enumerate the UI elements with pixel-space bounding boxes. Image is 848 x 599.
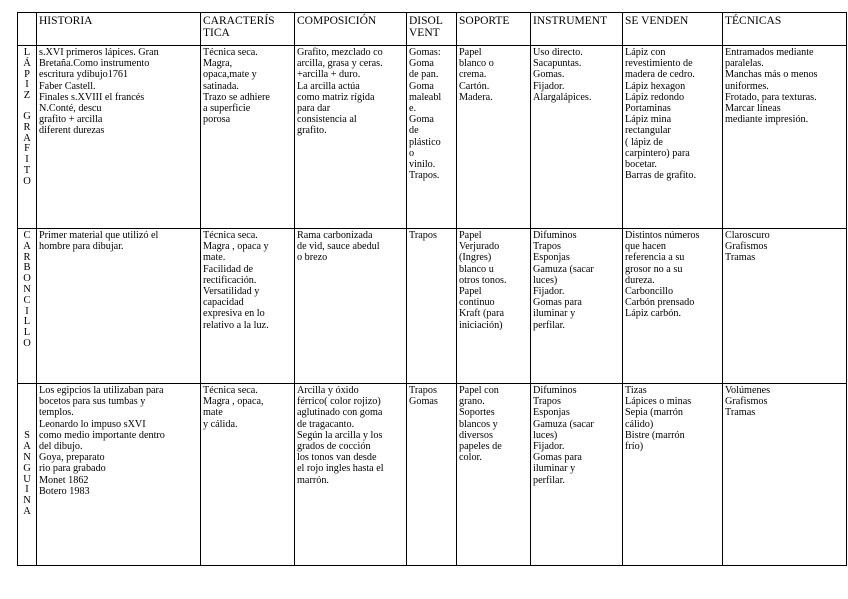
cell-line: blanco u [459, 263, 494, 275]
techniques-table [17, 12, 847, 566]
cell-line: Grafismos [725, 396, 768, 408]
cell-line: N.Conté, descu [39, 103, 102, 115]
cell-line: Goya, preparato [39, 452, 105, 464]
cell-line: Gomas [409, 396, 438, 408]
cell-line: plástico [409, 136, 441, 148]
row-label [18, 384, 37, 566]
label-letter: A [23, 441, 31, 453]
cell-line: Magra, [203, 58, 233, 70]
cell-line: de vid, sauce abedul [297, 241, 380, 253]
cell-line: Cartón. [459, 80, 490, 92]
cell-line: Trapos [533, 241, 561, 253]
cell-line: aglutinado con goma [297, 407, 383, 419]
cell-line: de tragacanto. [297, 418, 355, 430]
cell-line: mate [203, 407, 223, 419]
cell-soporte [457, 384, 531, 566]
cell-line: rio para grabado [39, 463, 106, 475]
cell-line: mediante impresión. [725, 114, 809, 126]
cell-line: Técnica seca. [203, 47, 258, 58]
cell-tecnicas [723, 46, 847, 229]
cell-line: grafito + arcilla [39, 114, 103, 126]
cell-line: Frotado, para texturas. [725, 91, 817, 103]
cell-line: Marcar líneas [725, 103, 781, 115]
label-letter: S [24, 430, 30, 442]
cell-line: Tizas [625, 385, 647, 396]
cell-line: Gamuza (sacar [533, 263, 594, 275]
cell-line: Portaminas [625, 103, 671, 115]
label-letter: I [25, 79, 29, 91]
label-letter: G [23, 462, 31, 474]
cell-disolvente [407, 384, 457, 566]
cell-line: continuo [459, 297, 495, 309]
cell-line: de [409, 125, 419, 137]
cell-line: Goma [409, 114, 434, 126]
label-letter: A [23, 240, 31, 252]
cell-line: Lápiz carbón. [625, 308, 682, 320]
cell-caracteristica [201, 46, 295, 229]
cell-line: dureza. [625, 274, 655, 286]
cell-line: Técnica seca. [203, 385, 258, 396]
cell-line: perfilar. [533, 319, 565, 331]
cell-line: a superficie [203, 103, 251, 115]
cell-line: luces) [533, 429, 558, 441]
cell-line: ( lápiz de [625, 136, 663, 148]
cell-line: Trapos [409, 385, 437, 396]
label-letter: B [23, 262, 31, 274]
label-letter: I [25, 484, 29, 496]
cell-line: Sepia (marrón [625, 407, 683, 419]
cell-line: o [409, 147, 415, 159]
cell-line: Manchas más o menos [725, 69, 818, 81]
label-letter: N [23, 495, 31, 507]
label-letter: I [25, 154, 29, 166]
cell-line: Uso directo. [533, 47, 583, 58]
cell-line: +arcilla + duro. [297, 69, 361, 81]
header-disolvente: DISOL VENT [407, 13, 457, 46]
cell-line: Versatilidad y [203, 286, 260, 298]
table-row [18, 46, 847, 229]
cell-line: Verjurado [459, 241, 500, 253]
cell-line: Trapos [409, 230, 437, 241]
cell-line: Papel [459, 286, 482, 298]
cell-line: Grafismos [725, 241, 768, 253]
cell-line: diferent durezas [39, 125, 105, 137]
label-letter: N [23, 283, 31, 295]
header-tecnicas: TÉCNICAS [723, 13, 847, 46]
cell-line: Lápiz con [625, 47, 666, 58]
cell-line: férrico( color rojizo) [297, 396, 381, 408]
cell-line: Tramas [725, 252, 756, 264]
cell-line: grano. [459, 396, 485, 408]
label-letter: Z [23, 90, 31, 102]
cell-line: hombre para dibujar. [39, 241, 124, 253]
cell-line: color. [459, 452, 482, 464]
label-letter: R [23, 121, 31, 133]
cell-line: consistencia al [297, 114, 357, 126]
cell-line: Leonardo lo impuso sXVI [39, 418, 146, 430]
cell-line: Gomas: [409, 47, 441, 58]
cell-composicion [295, 229, 407, 384]
label-letter: L [23, 316, 31, 328]
cell-composicion [295, 384, 407, 566]
header-se-venden: SE VENDEN [623, 13, 723, 46]
cell-caracteristica [201, 384, 295, 566]
cell-line: carpintero) para [625, 147, 690, 159]
cell-line: Alargalápices. [533, 91, 592, 103]
cell-soporte [457, 229, 531, 384]
cell-se-venden [623, 229, 723, 384]
cell-line: Trapos [533, 396, 561, 408]
cell-line: Botero 1983 [39, 485, 90, 497]
cell-line: Carboncillo [625, 286, 674, 298]
cell-line: templos. [39, 407, 74, 419]
cell-line: que hacen [625, 241, 667, 253]
cell-historia [37, 46, 201, 229]
cell-line: Primer material que utilizó el [39, 230, 159, 241]
label-letter: P [24, 68, 30, 80]
cell-line: satinada. [203, 80, 239, 92]
cell-line: Goma [409, 80, 434, 92]
cell-line: Monet 1862 [39, 474, 89, 486]
cell-instrumento [531, 384, 623, 566]
header-instrumento: INSTRUMENT [531, 13, 623, 46]
cell-line: grados de cocción [297, 441, 371, 453]
cell-disolvente [407, 46, 457, 229]
row-label-top [18, 48, 36, 102]
cell-se-venden [623, 46, 723, 229]
label-letter: O [23, 175, 31, 187]
cell-line: (Ingres) [459, 252, 492, 264]
cell-line: los tonos van desde [297, 452, 377, 464]
label-letter: N [23, 451, 31, 463]
cell-line: Distintos números [625, 230, 700, 241]
header-composicion: COMPOSICIÓN [295, 13, 407, 46]
cell-line: relativo a la luz. [203, 319, 269, 331]
cell-line: Trapos. [409, 170, 440, 182]
cell-line: arcilla, grasa y ceras. [297, 58, 383, 70]
cell-line: diversos [459, 429, 493, 441]
header-caracteristica: CARACTERÍS TICA [201, 13, 295, 46]
cell-composicion [295, 46, 407, 229]
cell-line: paralelas. [725, 58, 764, 70]
label-letter: R [23, 251, 31, 263]
cell-line: Lápiz mina [625, 114, 672, 126]
label-letter: L [23, 47, 31, 58]
row-label [18, 229, 37, 384]
cell-line: Bistre (marrón [625, 429, 685, 441]
cell-line: iluminar y [533, 463, 576, 475]
cell-line: capacidad [203, 297, 244, 309]
cell-line: La arcilla actúa [297, 80, 360, 92]
cell-line: bocetar. [625, 159, 657, 171]
cell-line: Esponjas [533, 252, 570, 264]
cell-line: cálido) [625, 418, 654, 430]
label-letter: A [23, 132, 31, 144]
cell-line: como medio importante dentro [39, 429, 165, 441]
cell-line: Gomas para [533, 452, 582, 464]
cell-line: Técnica seca. [203, 230, 258, 241]
cell-instrumento [531, 229, 623, 384]
cell-line: Según la arcilla y los [297, 429, 383, 441]
cell-line: Soportes [459, 407, 495, 419]
cell-line: frío) [625, 441, 644, 453]
label-letter: O [23, 273, 31, 285]
cell-line: vinilo. [409, 159, 436, 171]
cell-instrumento [531, 46, 623, 229]
cell-line: Carbón prensado [625, 297, 695, 309]
cell-line: Fijador. [533, 441, 565, 453]
label-letter: O [23, 337, 31, 349]
cell-historia [37, 384, 201, 566]
cell-line: Sacapuntas. [533, 58, 582, 70]
label-letter: L [23, 327, 31, 339]
label-letter: A [23, 505, 31, 517]
cell-se-venden [623, 384, 723, 566]
label-letter: C [23, 230, 31, 241]
cell-line: Gamuza (sacar [533, 418, 594, 430]
label-letter: G [23, 110, 31, 122]
cell-line: y cálida. [203, 418, 238, 430]
cell-line: uniformes. [725, 80, 769, 92]
cell-line: Gomas para [533, 297, 582, 309]
cell-line: Facilidad de [203, 263, 254, 275]
cell-line: Claroscuro [725, 230, 770, 241]
cell-line: Entramados mediante [725, 47, 814, 58]
cell-line: revestimiento de [625, 58, 693, 70]
cell-line: iniciación) [459, 319, 503, 331]
table-row [18, 384, 847, 566]
cell-line: papeles de [459, 441, 502, 453]
cell-line: blancos y [459, 418, 498, 430]
label-letter: Á [23, 57, 31, 69]
cell-line: escritura ydibujo1761 [39, 69, 129, 81]
table-row [18, 229, 847, 384]
cell-line: marrón. [297, 474, 329, 486]
cell-line: s.XVI primeros lápices. Gran [39, 47, 159, 58]
cell-line: Fijador. [533, 80, 565, 92]
label-letter: F [24, 143, 30, 155]
cell-line: Papel [459, 230, 482, 241]
cell-line: maleabl [409, 91, 442, 103]
cell-line: Grafito, mezclado co [297, 47, 383, 58]
cell-line: Trazo se adhiere [203, 91, 270, 103]
cell-line: rectangular [625, 125, 671, 137]
cell-line: Difuminos [533, 230, 577, 241]
cell-line: referencia a su [625, 252, 685, 264]
cell-line: Arcilla y óxido [297, 385, 359, 396]
cell-line: de pan. [409, 69, 439, 81]
cell-tecnicas [723, 384, 847, 566]
cell-line: Magra , opaca y [203, 241, 269, 253]
cell-line: Lápices o minas [625, 396, 692, 408]
cell-line: luces) [533, 274, 558, 286]
cell-line: porosa [203, 114, 231, 126]
cell-line: perfilar. [533, 474, 565, 486]
cell-line: Bretaña.Como instrumento [39, 58, 150, 70]
cell-tecnicas [723, 229, 847, 384]
cell-line: madera de cedro. [625, 69, 695, 81]
cell-line: rectificación. [203, 274, 257, 286]
cell-line: Lápiz redondo [625, 91, 685, 103]
cell-line: Kraft (para [459, 308, 504, 320]
cell-line: Madera. [459, 91, 493, 103]
cell-line: grosor no a su [625, 263, 683, 275]
cell-line: Tramas [725, 407, 756, 419]
header-row [18, 13, 847, 46]
cell-soporte [457, 46, 531, 229]
cell-line: Magra , opaca, [203, 396, 264, 408]
cell-line: Gomas. [533, 69, 565, 81]
cell-line: Finales s.XVIII el francés [39, 91, 145, 103]
cell-line: Difuminos [533, 385, 577, 396]
cell-line: el rojo ingles hasta el [297, 463, 384, 475]
cell-line: Lápiz hexagon [625, 80, 686, 92]
cell-line: iluminar y [533, 308, 576, 320]
cell-caracteristica [201, 229, 295, 384]
cell-historia [37, 229, 201, 384]
row-label-bottom [18, 112, 36, 188]
cell-line: para dar [297, 103, 331, 115]
cell-line: crema. [459, 69, 487, 81]
cell-line: o brezo [297, 252, 328, 264]
row-label [18, 46, 37, 229]
cell-line: blanco o [459, 58, 494, 70]
cell-line: Los egipcios la utilizaban para [39, 385, 164, 396]
cell-line: Volúmenes [725, 385, 771, 396]
cell-line: Barras de grafito. [625, 170, 696, 182]
label-letter: I [25, 305, 29, 317]
cell-disolvente [407, 229, 457, 384]
header-soporte: SOPORTE [457, 13, 531, 46]
cell-line: e. [409, 103, 417, 115]
cell-line: Goma [409, 58, 434, 70]
cell-line: Rama carbonizada [297, 230, 373, 241]
cell-line: Fijador. [533, 286, 565, 298]
cell-line: como matriz rígida [297, 91, 375, 103]
cell-line: expresiva en lo [203, 308, 265, 320]
cell-line: Esponjas [533, 407, 570, 419]
cell-line: grafito. [297, 125, 327, 137]
cell-line: bocetos para sus tumbas y [39, 396, 146, 408]
cell-line: del dibujo. [39, 441, 83, 453]
label-letter: T [23, 164, 31, 176]
cell-line: Papel con [459, 385, 499, 396]
label-letter: U [23, 473, 31, 485]
label-letter: C [23, 294, 31, 306]
cell-line: mate. [203, 252, 226, 264]
header-historia: HISTORIA [37, 13, 201, 46]
cell-line: opaca,mate y [203, 69, 257, 81]
cell-line: Papel [459, 47, 482, 58]
cell-line: otros tonos. [459, 274, 507, 286]
cell-line: Faber Castell. [39, 80, 96, 92]
header-corner [18, 13, 37, 46]
